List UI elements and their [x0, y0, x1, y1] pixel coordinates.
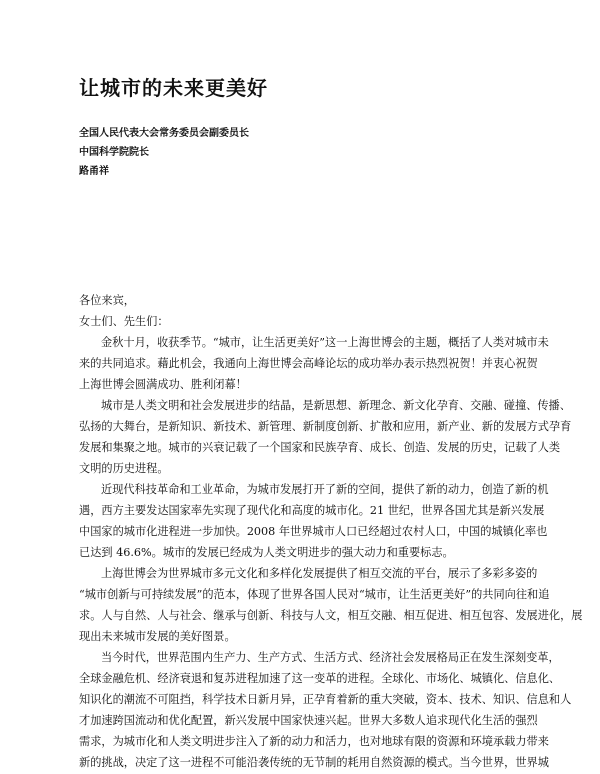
paragraph-line: 求。人与自然、人与社会、继承与创新、科技与人文，相互交融、相互促进、相互包容、发展进化，展	[79, 609, 583, 622]
author-block	[79, 124, 249, 181]
paragraph-line: 来的共同追求。藉此机会，我通向上海世博会高峰论坛的成功举办表示热烈祝贺！并衷心祝贺	[79, 357, 538, 370]
author-name: 路甬祥	[79, 166, 109, 177]
paragraph-line: 需求，为城市化和人类文明进步注入了新的动力和活力，也对地球有限的资源和环境承载力带来	[79, 735, 549, 748]
author-position: 全国人民代表大会常务委员会副委员长	[79, 128, 249, 139]
paragraph-line: 中国家的城市化进程进一步加快。2008 年世界城市人口已经超过农村人口，中国的城镇化率也	[79, 525, 548, 538]
paragraph-line: 金秋十月，收获季节。“城市，让生活更美好”这一上海世博会的主题，概括了人类对城市未	[101, 336, 549, 349]
paragraph-line: 城市是人类文明和社会发展进步的结晶，是新思想、新理念、新文化孕育、交融、碰撞、传播、	[101, 399, 571, 412]
paragraph-line: 近现代科技革命和工业革命，为城市发展打开了新的空间，提供了新的动力，创造了新的机	[101, 483, 549, 496]
paragraph-line: 已达到 46.6%。城市的发展已经成为人类文明进步的强大动力和重要标志。	[79, 546, 454, 559]
paragraph-line: 当今时代，世界范围内生产力、生产方式、生活方式、经济社会发展格局正在发生深刻变革，	[101, 651, 560, 664]
paragraph-line: 发展和集聚之地。城市的兴衰记载了一个国家和民族孕育、成长、创造、发展的历史，记载了人类	[79, 441, 561, 454]
paragraph-line: 现出未来城市发展的美好图景。	[79, 630, 236, 643]
paragraph-line: 弘扬的大舞台，是新知识、新技术、新管理、新制度创新、扩散和应用，新产业、新的发展方式孕育	[79, 420, 572, 433]
article-body	[79, 290, 583, 773]
paragraph-line: 文明的历史进程。	[79, 462, 169, 475]
paragraph-line: 上海世博会圆满成功、胜利闭幕！	[79, 378, 247, 391]
article-title: 让城市的未来更美好	[79, 76, 268, 100]
paragraph-line: 才加速跨国流动和优化配置，新兴发展中国家快速兴起。世界大多数人追求现代化生活的强烈	[79, 714, 538, 727]
paragraph-line: “城市创新与可持续发展”的范本，体现了世界各国人民对“城市，让生活更美好”的共同向往和追	[79, 588, 550, 601]
salutation-ladies-gentlemen: 女士们、先生们：	[79, 315, 169, 328]
author-affiliation: 中国科学院院长	[79, 147, 149, 158]
salutation-guests: 各位来宾，	[79, 294, 135, 307]
paragraph-line: 全球金融危机、经济衰退和复苏进程加速了这一变革的进程。全球化、市场化、城镇化、信息化、	[79, 672, 561, 685]
paragraph-line: 遇，西方主要发达国家率先实现了现代化和高度的城市化。21 世纪，世界各国尤其是新兴发展	[79, 504, 545, 517]
paragraph-line: 知识化的潮流不可阻挡，科学技术日新月异，正孕育着新的重大突破，资本、技术、知识、信息和人	[79, 693, 572, 706]
paragraph-line: 上海世博会为世界城市多元文化和多样化发展提供了相互交流的平台，展示了多彩多姿的	[101, 567, 538, 580]
paragraph-line: 新的挑战，决定了这一进程不可能沿袭传统的无节制的耗用自然资源的模式。当今世界，世界城	[79, 756, 549, 769]
